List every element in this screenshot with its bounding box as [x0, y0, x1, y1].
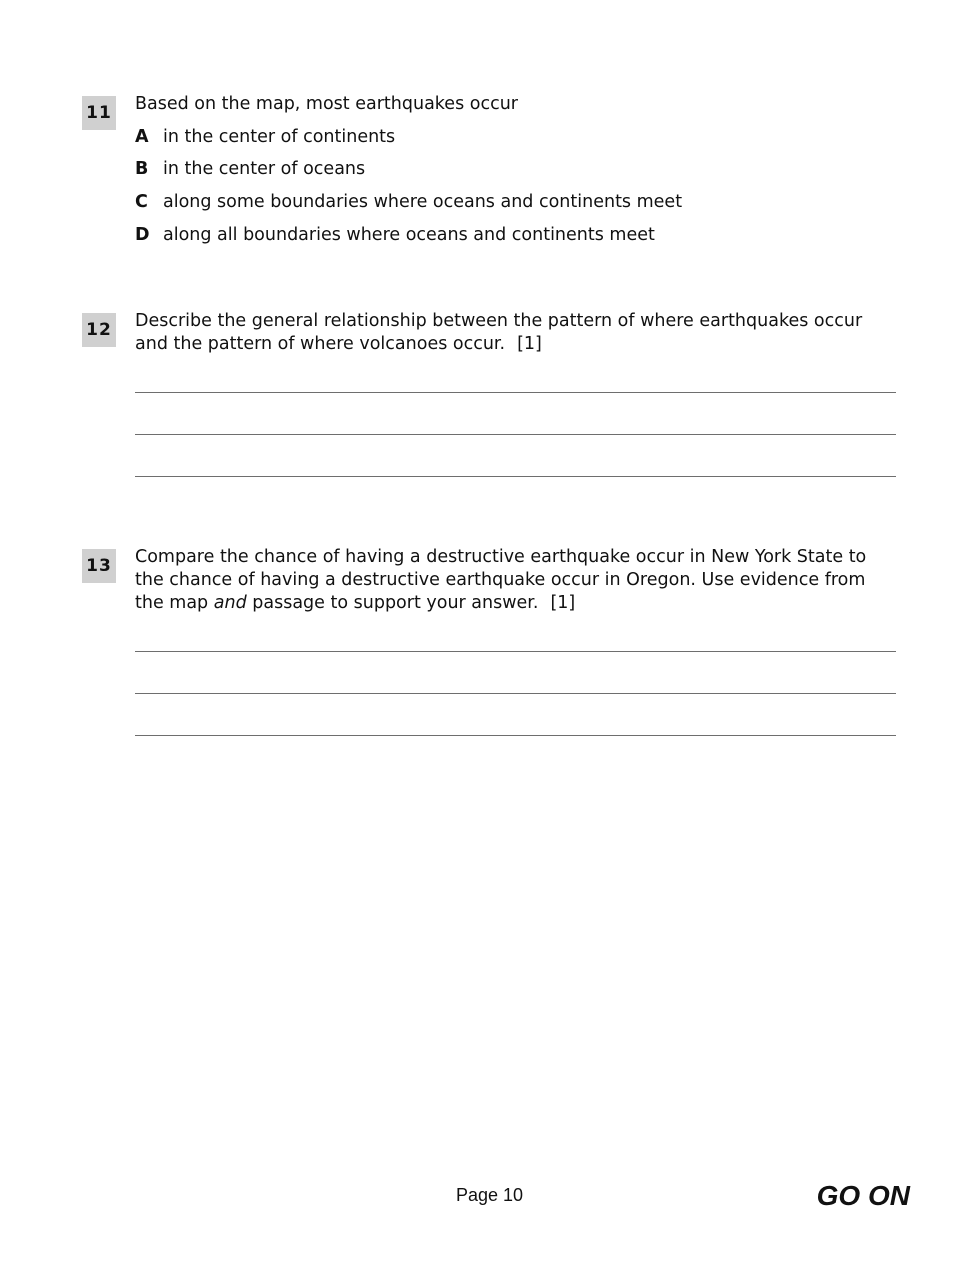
question-12-text: Describe the general relationship between the pattern of where earthquakes occur and the pattern of where volcanoes occur. [135, 311, 863, 354]
question-12-stem [135, 310, 895, 356]
question-11-option-a[interactable] [135, 126, 395, 149]
page-number: Page 10 [455, 1185, 524, 1205]
question-number-12: 12 [82, 313, 116, 347]
answer-line[interactable] [135, 693, 896, 694]
question-11-option-c[interactable] [135, 191, 682, 214]
option-letter: C [135, 192, 148, 212]
option-letter: B [135, 159, 149, 179]
option-letter: D [135, 225, 150, 245]
question-13-text-part2: passage to support your answer. [252, 593, 539, 613]
answer-line[interactable] [135, 735, 896, 736]
answer-line[interactable] [135, 392, 896, 393]
question-number-13: 13 [82, 549, 116, 583]
question-11-option-d[interactable] [135, 224, 655, 247]
point-value: [1] [550, 593, 576, 613]
question-11-option-b[interactable] [135, 158, 365, 181]
option-letter: A [135, 127, 149, 147]
question-13-emphasis: and [213, 593, 247, 613]
option-text: in the center of continents [163, 127, 396, 147]
point-value: [1] [517, 334, 542, 354]
question-13-stem [135, 546, 895, 615]
answer-line[interactable] [135, 651, 896, 652]
option-text: in the center of oceans [163, 159, 366, 179]
question-11-stem: Based on the map, most earthquakes occur [135, 94, 518, 114]
answer-line[interactable] [135, 476, 896, 477]
option-text: along all boundaries where oceans and continents meet [163, 225, 655, 245]
option-text: along some boundaries where oceans and continents meet [163, 192, 683, 212]
answer-line[interactable] [135, 434, 896, 435]
question-number-11: 11 [82, 96, 116, 130]
question-13-text-part1: Compare the chance of having a destructive earthquake occur in New York State to the chance of having a destructive earthquake occur in Oregon. Use evidence from the map [135, 547, 867, 613]
go-on-label: GO ON [816, 1180, 910, 1211]
